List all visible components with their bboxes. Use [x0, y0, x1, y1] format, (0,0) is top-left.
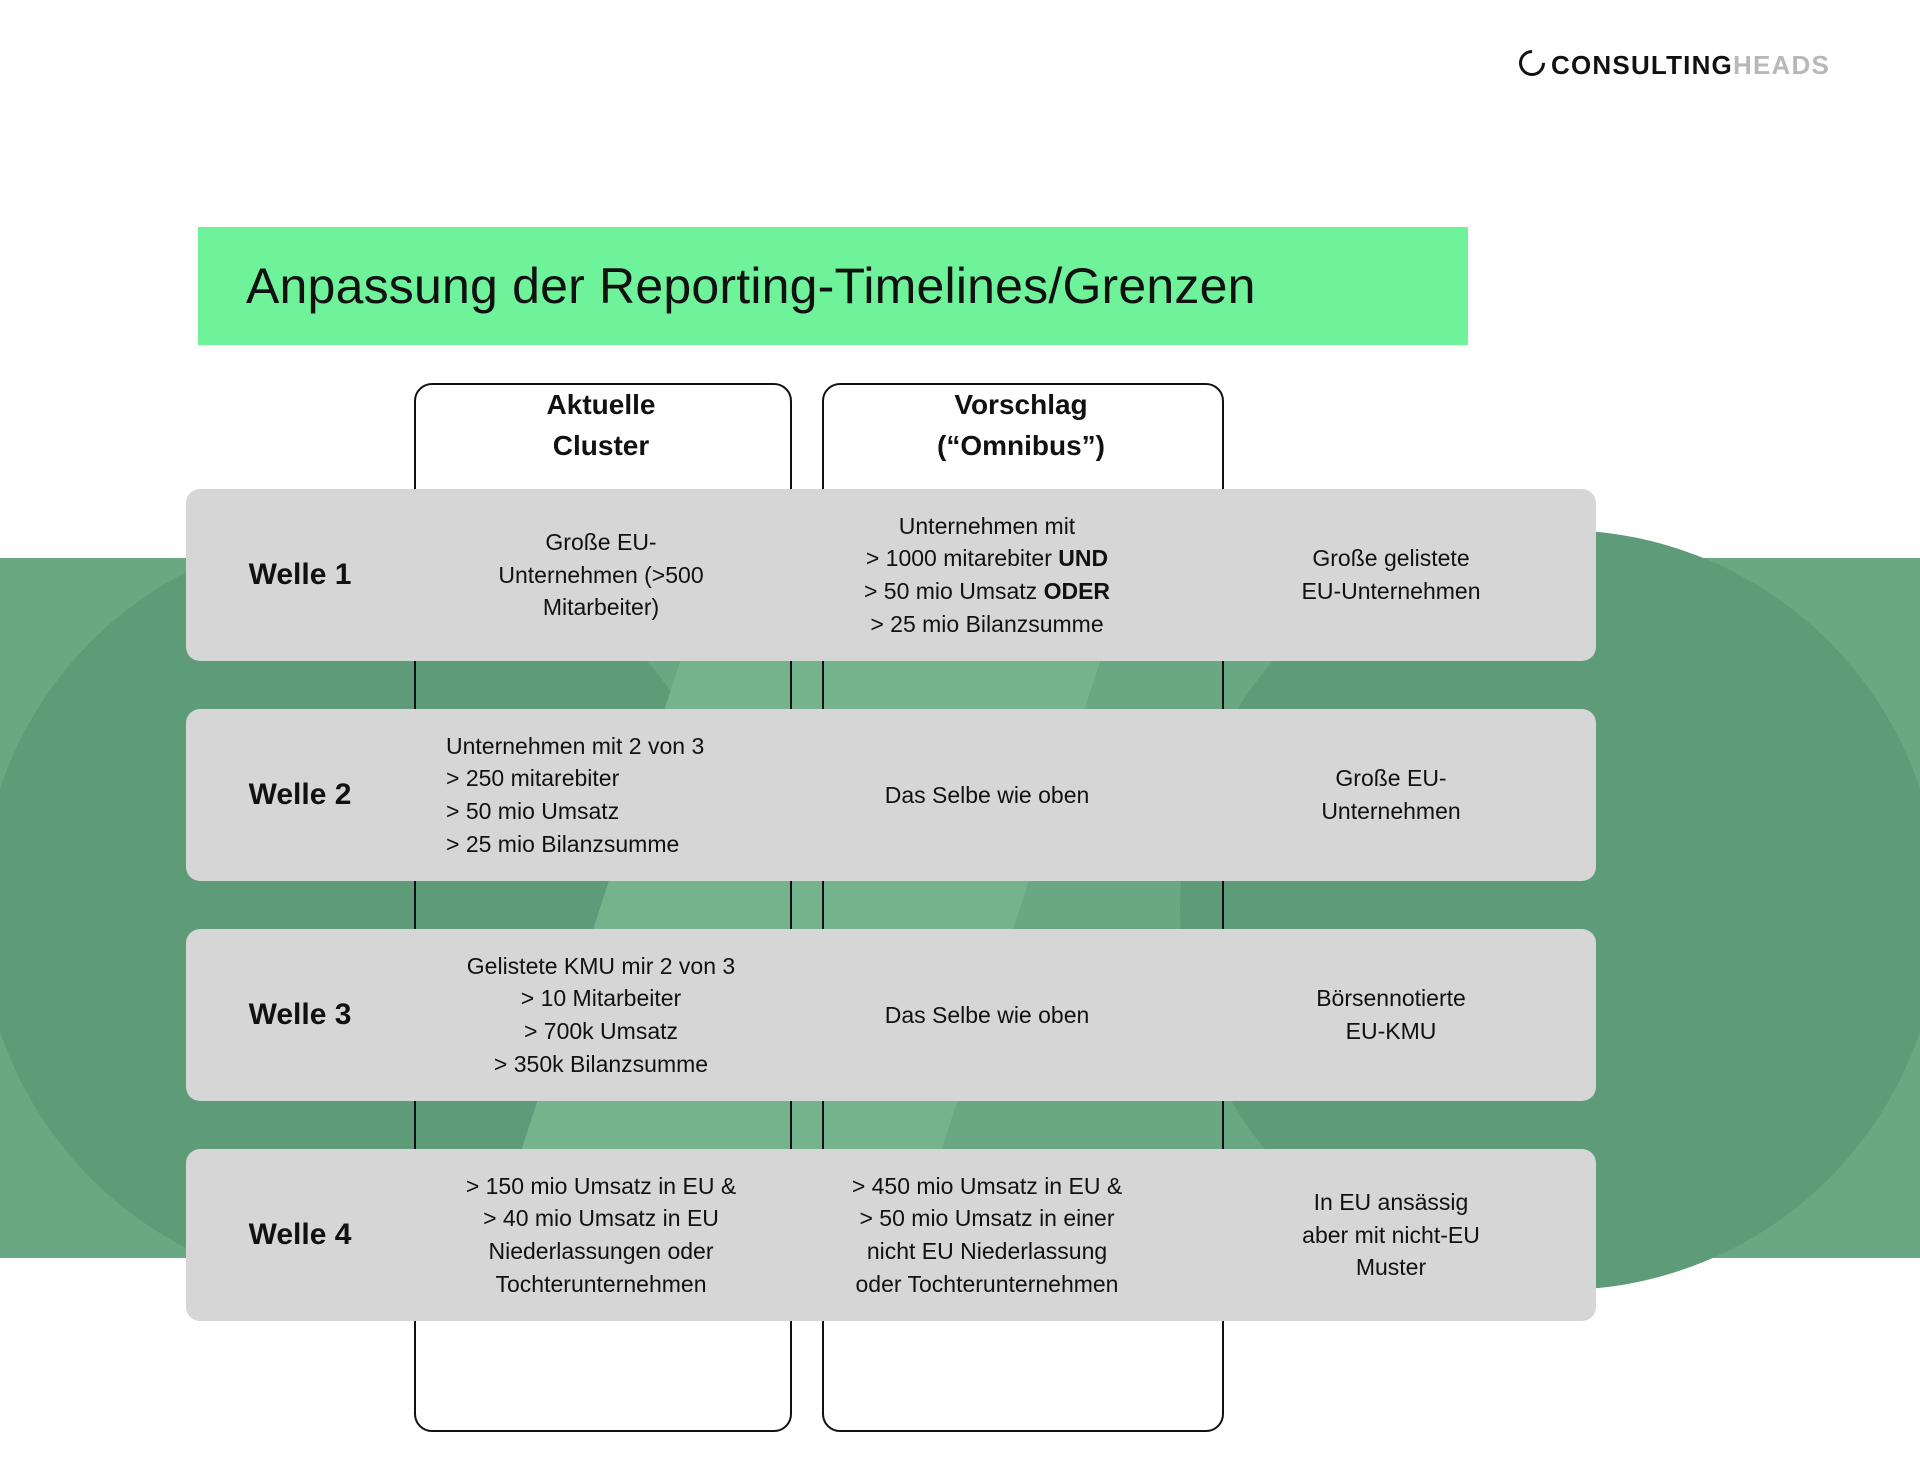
proposal-cell	[788, 489, 1186, 661]
table-row	[186, 709, 1596, 881]
note-cell	[1186, 1149, 1596, 1321]
current-cluster-header-line1: Aktuelle	[546, 389, 656, 420]
title-band	[198, 227, 1468, 345]
cell-line: Muster	[1355, 1254, 1427, 1281]
cell-line: Das Selbe wie oben	[884, 1001, 1090, 1028]
current-cluster-header	[414, 385, 788, 466]
note-cell	[1186, 489, 1596, 661]
cell-line: > 50 mio Umsatz in einer	[859, 1205, 1115, 1232]
proposal-header	[822, 385, 1220, 466]
cell-line: Unternehmen mit 2 von 3	[446, 732, 705, 759]
cell-line: > 1000 mitarebiter UND	[865, 545, 1109, 572]
note-cell	[1186, 709, 1596, 881]
note-cell	[1186, 929, 1596, 1101]
wave-label: Welle 4	[248, 1217, 352, 1251]
cell-line: > 25 mio Bilanzsumme	[870, 610, 1104, 637]
current-cluster-cell	[414, 1149, 788, 1321]
cell-line: > 50 mio Umsatz	[446, 798, 620, 824]
wave-label: Welle 2	[248, 777, 352, 811]
logo-primary-text: CONSULTING	[1551, 50, 1733, 80]
cell-line: Große gelistete	[1312, 545, 1470, 572]
page-title: Anpassung der Reporting-Timelines/Grenzen	[246, 258, 1256, 314]
cell-line: Mitarbeiter)	[542, 594, 660, 621]
cell-line: Gelistete KMU mir 2 von 3	[466, 952, 736, 979]
cell-line: > 50 mio Umsatz ODER	[863, 578, 1111, 604]
cell-line: > 150 mio Umsatz in EU &	[465, 1172, 737, 1199]
proposal-header-line2: (“Omnibus”)	[937, 429, 1105, 461]
cell-line: nicht EU Niederlassung	[866, 1238, 1108, 1264]
cell-line: > 250 mitarebiter	[446, 765, 620, 792]
cell-line: oder Tochterunternehmen	[855, 1270, 1119, 1297]
proposal-cell	[788, 709, 1186, 881]
cell-line: In EU ansässig	[1313, 1189, 1469, 1216]
logo-secondary-text: HEADS	[1732, 50, 1830, 80]
cell-line: Große EU-	[545, 529, 657, 556]
cell-line: Unternehmen mit	[898, 512, 1076, 539]
cell-line: > 350k Bilanzsumme	[493, 1050, 709, 1077]
brand-logo	[1519, 48, 1830, 81]
cell-line: Niederlassungen oder	[488, 1238, 714, 1264]
cell-line: > 25 mio Bilanzsumme	[446, 830, 680, 857]
wave-label: Welle 1	[248, 557, 352, 591]
proposal-header-line1: Vorschlag	[954, 389, 1088, 420]
cell-line: aber mit nicht-EU	[1302, 1221, 1480, 1248]
cell-line: EU-KMU	[1345, 1018, 1437, 1044]
cell-line: > 10 Mitarbeiter	[520, 985, 682, 1012]
current-cluster-header-line2: Cluster	[552, 429, 650, 461]
cell-line: > 450 mio Umsatz in EU &	[851, 1172, 1123, 1199]
cell-line: Das Selbe wie oben	[884, 781, 1090, 808]
table-row	[186, 1149, 1596, 1321]
current-cluster-cell	[414, 489, 788, 661]
table-row	[186, 929, 1596, 1101]
cell-line: Unternehmen	[1321, 798, 1461, 824]
cell-line: EU-Unternehmen	[1301, 578, 1481, 604]
current-cluster-cell	[414, 709, 788, 881]
proposal-cell	[788, 929, 1186, 1101]
cell-line: Große EU-	[1335, 765, 1447, 792]
cell-line: > 700k Umsatz	[523, 1018, 679, 1044]
wave-label: Welle 3	[248, 997, 352, 1031]
cell-line: Börsennotierte	[1316, 985, 1466, 1012]
proposal-cell	[788, 1149, 1186, 1321]
current-cluster-cell	[414, 929, 788, 1101]
cell-line: Unternehmen (>500	[498, 561, 704, 588]
logo-mark-icon	[1514, 45, 1551, 82]
cell-line: > 40 mio Umsatz in EU	[483, 1205, 719, 1232]
table-row	[186, 489, 1596, 661]
cell-line: Tochterunternehmen	[495, 1270, 707, 1297]
